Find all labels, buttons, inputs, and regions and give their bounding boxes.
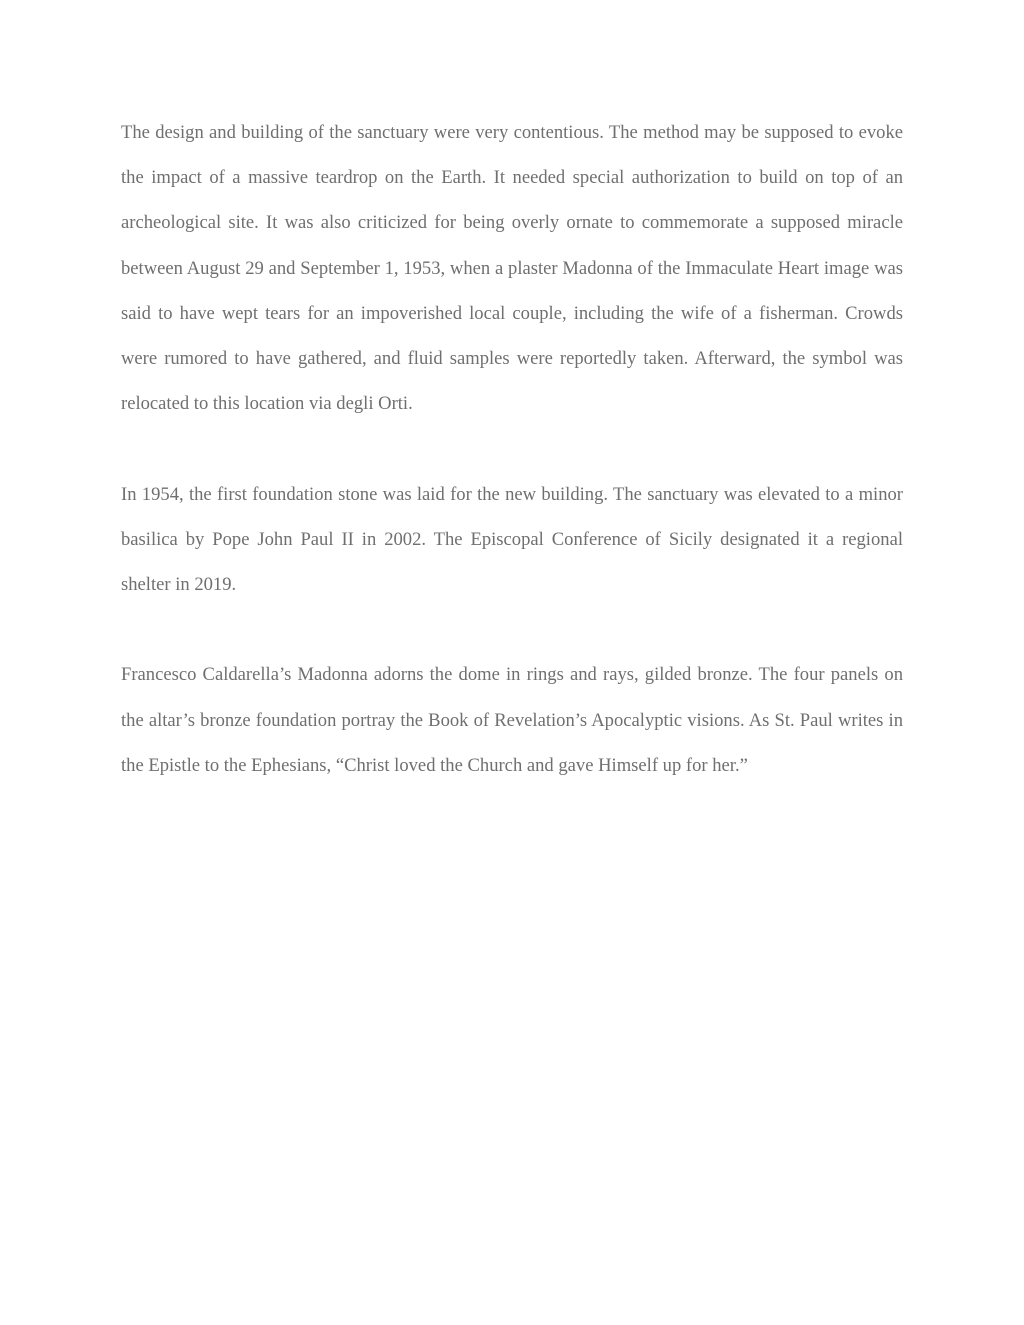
document-page (121, 110, 903, 788)
paragraph-sanctuary-design: The design and building of the sanctuary were very contentious. The method may be supposed to evoke the impact of a massive teardrop on the Earth. It needed special authorization to build on top of an archeological site. It was also criticized for being overly ornate to commemorate a supposed miracle between August 29 and September 1, 1953, when a plaster Madonna of the Immaculate Heart image was said to have wept tears for an impoverished local couple, including the wife of a fisherman. Crowds were rumored to have gathered, and fluid samples were reportedly taken. Afterward, the symbol was relocated to this location via degli Orti. (121, 122, 903, 415)
paragraph-madonna-dome: Francesco Caldarella’s Madonna adorns the dome in rings and rays, gilded bronze. The four panels on the altar’s bronze foundation portray the Book of Revelation’s Apocalyptic visions. As St. Paul writes in the Epistle to the Ephesians, “Christ loved the Church and gave Himself up for her.” (121, 664, 903, 776)
paragraph-foundation-history: In 1954, the first foundation stone was laid for the new building. The sanctuary was elevated to a minor basilica by Pope John Paul II in 2002. The Episcopal Conference of Sicily designated it a regional shelter in 2019. (121, 483, 903, 596)
